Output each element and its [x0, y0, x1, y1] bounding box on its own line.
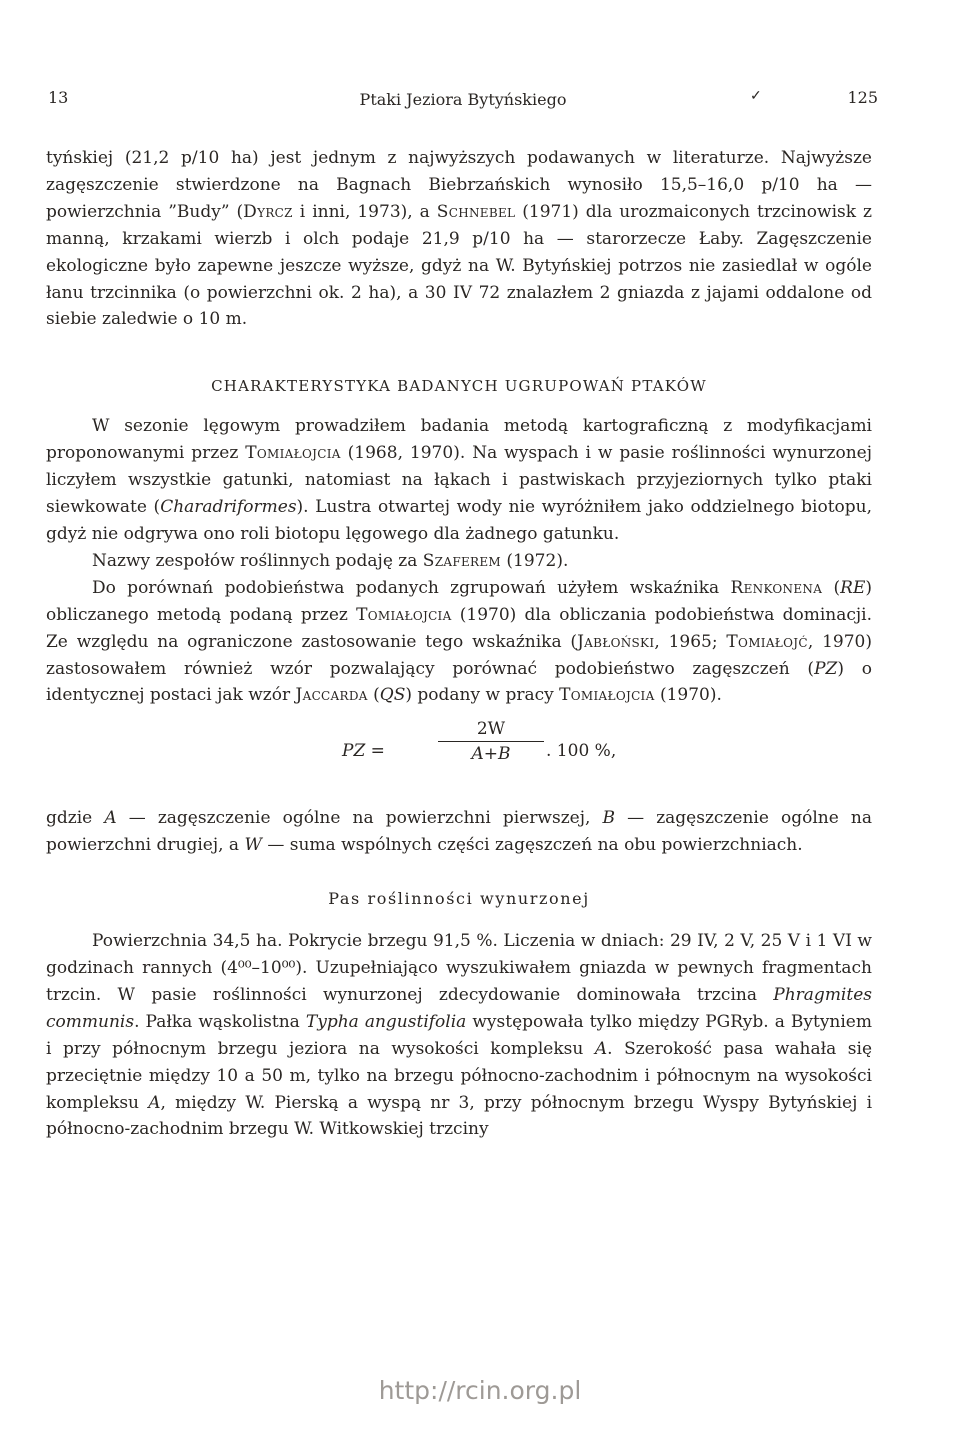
paragraph-4: Do porównań podobieństwa podanych zgrupowań użyłem wskaźnika Renkonena (RE) obliczanego metodą podaną przez Tomiałojcia (1970) dla obliczania podobieństwa dominacji. Ze względu na ograniczone zastosowanie tego wskaźnika (Jabłoński, 1965; Tomiałojć, 1970) zastosowałem również wzór pozwalający porównać podobieństwo zagęszczeń (PZ) o identycznej postaci jak wzór Jaccarda (QS) podany w pracy Tomiałojcia (1970). — [46, 577, 873, 706]
page-number-left: 13 — [48, 88, 69, 107]
formula-fraction — [438, 719, 544, 764]
check-mark-icon: ✓ — [750, 88, 762, 104]
paragraph-2: W sezonie lęgowym prowadziłem badania metodą kartograficzną z modyfikacjami proponowanymi przez Tomiałojcia (1968, 1970). Na wyspach i w pasie roślinności wynurzonej liczyłem wszystkie gatunki, natomiast na łąkach i pastwiskach przyjeziornych tylko ptaki siewkowate (Charadriformes). Lustra otwartej wody nie wyróżniłem jako oddzielnego biotopu, gdyż nie odgrywa ono roli biotopu lęgowego dla żadnego gatunku. — [46, 416, 873, 544]
section-heading: CHARAKTERYSTYKA BADANYCH UGRUPOWAŃ PTAKÓW — [211, 377, 707, 396]
formula — [46, 719, 872, 799]
paragraph-5: gdzie A — zagęszczenie ogólne na powierzchni pierwszej, B — zagęszczenie ogólne na powierzchni drugiej, a W — suma wspólnych części zagęszczeń na obu powierzchniach. — [46, 808, 872, 856]
formula-numerator: 2W — [476, 719, 506, 740]
page-number-right: 125 — [847, 88, 878, 107]
formula-lhs: PZ = — [342, 741, 385, 762]
paragraph-3: Nazwy zespołów roślinnych podaję za Szaferem (1972). — [92, 550, 569, 571]
formula-rhs: . 100 %, — [546, 741, 617, 762]
formula-denominator: A+B — [471, 744, 511, 765]
watermark-url: http://rcin.org.pl — [378, 1376, 582, 1405]
page-header — [48, 88, 878, 118]
paragraph-6: Powierzchnia 34,5 ha. Pokrycie brzegu 91,5 %. Liczenia w dniach: 29 IV, 2 V, 25 V i 1 VI w godzinach rannych (4⁰⁰–10⁰⁰). Uzupełniająco wyszukiwałem gniazda w pewnych fragmentach trzcin. W pasie roślinności wynurzonej zdecydowanie dominowała trzcina Phragmites communis. Pałka wąskolistna Typha angustifolia występowała tylko między PGRyb. a Bytyniem i przy północnym brzegu jeziora na wysokości kompleksu A. Szerokość pasa wahała się przeciętnie między 10 a 50 m, tylko na brzegu północno-zachodnim i północnym na wysokości kompleksu A, między W. Pierską a wyspą nr 3, przy północnym brzegu Wyspy Bytyńskiej i północno-zachodnim brzegu W. Witkowskiej trzciny — [46, 931, 873, 1140]
page-body — [46, 145, 872, 1143]
running-title: Ptaki Jeziora Bytyńskiego — [359, 90, 567, 109]
paragraph-1: tyńskiej (21,2 p/10 ha) jest jednym z najwyższych podawanych w literaturze. Najwyższe zagęszczenie stwierdzone na Bagnach Biebrzańskich wynosiło 15,5–16,0 p/10 ha — powierzchnia ”Budy” (Dyrcz i inni, 1973), a Schnebel (1971) dla urozmaiconych trzcinowisk z manną, krzakami wierzb i olch podaje 21,9 p/10 ha — starorzecze Łaby. Zagęszczenie ekologiczne było zapewne jeszcze wyższe, gdyż na W. Bytyńskiej potrzos nie zasiedlał w ogóle łanu trzcinnika (o powierzchni ok. 2 ha), a 30 IV 72 znalazłem 2 gniazda z jajami oddalone od siebie zaledwie o 10 m. — [46, 148, 872, 330]
subsection-heading: Pas roślinności wynurzonej — [328, 889, 590, 909]
